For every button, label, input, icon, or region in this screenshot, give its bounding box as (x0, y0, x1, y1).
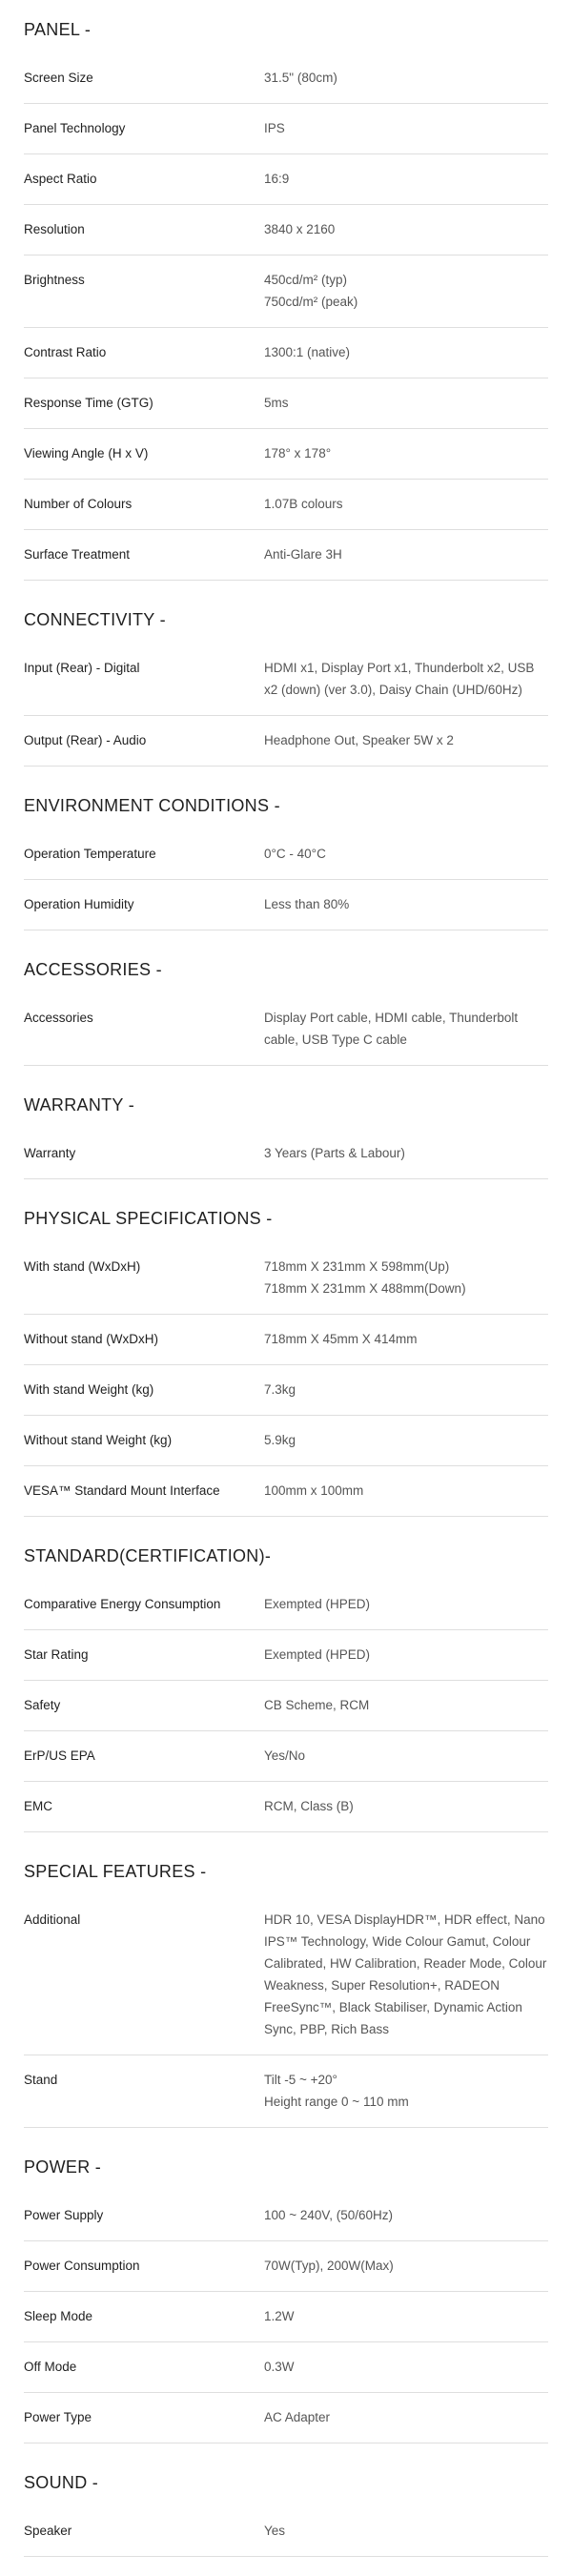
spec-section (24, 2443, 548, 2557)
spec-value: 1300:1 (native) (264, 345, 351, 359)
spec-value: Yes/No (264, 1748, 306, 1763)
spec-label: Additional (24, 1912, 81, 1927)
spec-value: 5ms (264, 396, 289, 410)
spec-label: VESA™ Standard Mount Interface (24, 1483, 220, 1498)
spec-label: Comparative Energy Consumption (24, 1597, 221, 1611)
spec-section (24, 767, 548, 930)
spec-list (24, 2191, 548, 2443)
spec-row (24, 2292, 548, 2342)
spec-section (24, 0, 548, 581)
spec-value: 7.3kg (264, 1382, 296, 1397)
section-title: SOUND - (24, 2473, 99, 2492)
spec-label: Star Rating (24, 1647, 89, 1662)
spec-row (24, 1242, 548, 1315)
spec-value: 1.2W (264, 2309, 295, 2323)
spec-label: Off Mode (24, 2360, 77, 2374)
spec-value: HDMI x1, Display Port x1, Thunderbolt x2, USB x2 (down) (ver 3.0), Daisy Chain (UHD/60Hz) (264, 661, 535, 697)
spec-value: 100 ~ 240V, (50/60Hz) (264, 2208, 393, 2222)
spec-row (24, 1731, 548, 1782)
spec-label: With stand Weight (kg) (24, 1382, 154, 1397)
spec-value: Tilt -5 ~ +20° Height range 0 ~ 110 mm (264, 2073, 409, 2109)
spec-row (24, 2241, 548, 2292)
spec-row (24, 1630, 548, 1681)
spec-section (24, 1832, 548, 2128)
spec-list (24, 829, 548, 930)
spec-row (24, 2506, 548, 2557)
spec-label: Response Time (GTG) (24, 396, 153, 410)
section-title: POWER - (24, 2157, 102, 2177)
spec-label: With stand (WxDxH) (24, 1259, 141, 1274)
spec-label: Without stand (WxDxH) (24, 1332, 159, 1346)
spec-value: 31.5" (80cm) (264, 71, 337, 85)
spec-row (24, 1580, 548, 1630)
spec-value: 718mm X 45mm X 414mm (264, 1332, 418, 1346)
spec-row (24, 429, 548, 480)
spec-section (24, 2128, 548, 2443)
spec-row (24, 530, 548, 581)
spec-row (24, 1782, 548, 1832)
spec-label: Power Consumption (24, 2259, 140, 2273)
spec-value: Yes (264, 2524, 286, 2538)
spec-label: Brightness (24, 273, 85, 287)
spec-label: Output (Rear) - Audio (24, 733, 147, 747)
spec-value: IPS (264, 121, 285, 135)
spec-value: Display Port cable, HDMI cable, Thunderbolt cable, USB Type C cable (264, 1011, 519, 1047)
section-title: CONNECTIVITY - (24, 610, 166, 629)
spec-value: 3 Years (Parts & Labour) (264, 1146, 405, 1160)
section-title: ACCESSORIES - (24, 960, 162, 979)
spec-label: ErP/US EPA (24, 1748, 95, 1763)
spec-row (24, 644, 548, 716)
spec-label: Safety (24, 1698, 61, 1712)
spec-label: Operation Temperature (24, 847, 156, 861)
spec-row (24, 2055, 548, 2128)
spec-value: 450cd/m² (typ) 750cd/m² (peak) (264, 273, 358, 309)
spec-label: Power Supply (24, 2208, 104, 2222)
spec-row (24, 1416, 548, 1466)
spec-row (24, 993, 548, 1066)
spec-row (24, 328, 548, 378)
spec-label: Power Type (24, 2410, 92, 2424)
spec-row (24, 2342, 548, 2393)
spec-row (24, 104, 548, 154)
spec-row (24, 2393, 548, 2443)
spec-label: Screen Size (24, 71, 93, 85)
spec-row (24, 1895, 548, 2055)
spec-row (24, 1365, 548, 1416)
spec-row (24, 1466, 548, 1517)
spec-value: Exempted (HPED) (264, 1647, 371, 1662)
spec-label: Input (Rear) - Digital (24, 661, 140, 675)
spec-value: 0.3W (264, 2360, 295, 2374)
spec-label: Warranty (24, 1146, 76, 1160)
spec-row (24, 378, 548, 429)
spec-list (24, 993, 548, 1066)
spec-value: HDR 10, VESA DisplayHDR™, HDR effect, Nano IPS™ Technology, Wide Colour Gamut, Colour Calibrated, HW Calibration, Reader Mode, Colour Weakness, Super Resolution+, RADEON FreeSync™, Black Stabiliser, Dynamic Action Sync, PBP, Rich Bass (264, 1912, 547, 2036)
spec-label: Resolution (24, 222, 85, 236)
spec-label: Without stand Weight (kg) (24, 1433, 173, 1447)
spec-label: Accessories (24, 1011, 93, 1025)
spec-label: Sleep Mode (24, 2309, 93, 2323)
spec-label: Contrast Ratio (24, 345, 107, 359)
spec-section (24, 581, 548, 767)
spec-label: Number of Colours (24, 497, 133, 511)
spec-label: Operation Humidity (24, 897, 134, 911)
section-title: PHYSICAL SPECIFICATIONS - (24, 1209, 273, 1228)
section-title: STANDARD(CERTIFICATION)- (24, 1546, 272, 1565)
spec-row (24, 880, 548, 930)
spec-value: Anti-Glare 3H (264, 547, 342, 562)
spec-row (24, 829, 548, 880)
spec-list (24, 1242, 548, 1517)
spec-value: Exempted (HPED) (264, 1597, 371, 1611)
spec-list (24, 2506, 548, 2557)
spec-row (24, 154, 548, 205)
spec-row (24, 716, 548, 767)
spec-list (24, 1129, 548, 1179)
spec-value: 16:9 (264, 172, 290, 186)
spec-value: CB Scheme, RCM (264, 1698, 370, 1712)
spec-section (24, 1066, 548, 1179)
section-title: SPECIAL FEATURES - (24, 1862, 207, 1881)
spec-value: RCM, Class (B) (264, 1799, 354, 1813)
section-title: PANEL - (24, 20, 92, 39)
spec-section (24, 1179, 548, 1517)
spec-value: Headphone Out, Speaker 5W x 2 (264, 733, 454, 747)
spec-section (24, 930, 548, 1066)
spec-value: 3840 x 2160 (264, 222, 336, 236)
spec-row (24, 480, 548, 530)
spec-section (24, 1517, 548, 1832)
spec-value: 178° x 178° (264, 446, 332, 460)
spec-row (24, 1681, 548, 1731)
spec-label: Stand (24, 2073, 58, 2087)
spec-list (24, 53, 548, 581)
section-title: WARRANTY - (24, 1095, 135, 1114)
spec-value: 718mm X 231mm X 598mm(Up) 718mm X 231mm X 488mm(Down) (264, 1259, 466, 1296)
spec-value: 5.9kg (264, 1433, 296, 1447)
spec-label: Speaker (24, 2524, 72, 2538)
spec-value: AC Adapter (264, 2410, 331, 2424)
spec-list (24, 644, 548, 767)
section-title: ENVIRONMENT CONDITIONS - (24, 796, 280, 815)
spec-value: 100mm x 100mm (264, 1483, 364, 1498)
spec-value: 0°C - 40°C (264, 847, 326, 861)
spec-list (24, 1895, 548, 2128)
spec-label: Panel Technology (24, 121, 126, 135)
spec-row (24, 256, 548, 328)
spec-label: EMC (24, 1799, 52, 1813)
spec-value: Less than 80% (264, 897, 350, 911)
spec-row (24, 205, 548, 256)
spec-value: 70W(Typ), 200W(Max) (264, 2259, 394, 2273)
spec-label: Aspect Ratio (24, 172, 97, 186)
spec-value: 1.07B colours (264, 497, 343, 511)
spec-row (24, 1129, 548, 1179)
spec-row (24, 1315, 548, 1365)
spec-row (24, 2191, 548, 2241)
spec-label: Surface Treatment (24, 547, 131, 562)
spec-row (24, 53, 548, 104)
spec-list (24, 1580, 548, 1832)
spec-label: Viewing Angle (H x V) (24, 446, 149, 460)
